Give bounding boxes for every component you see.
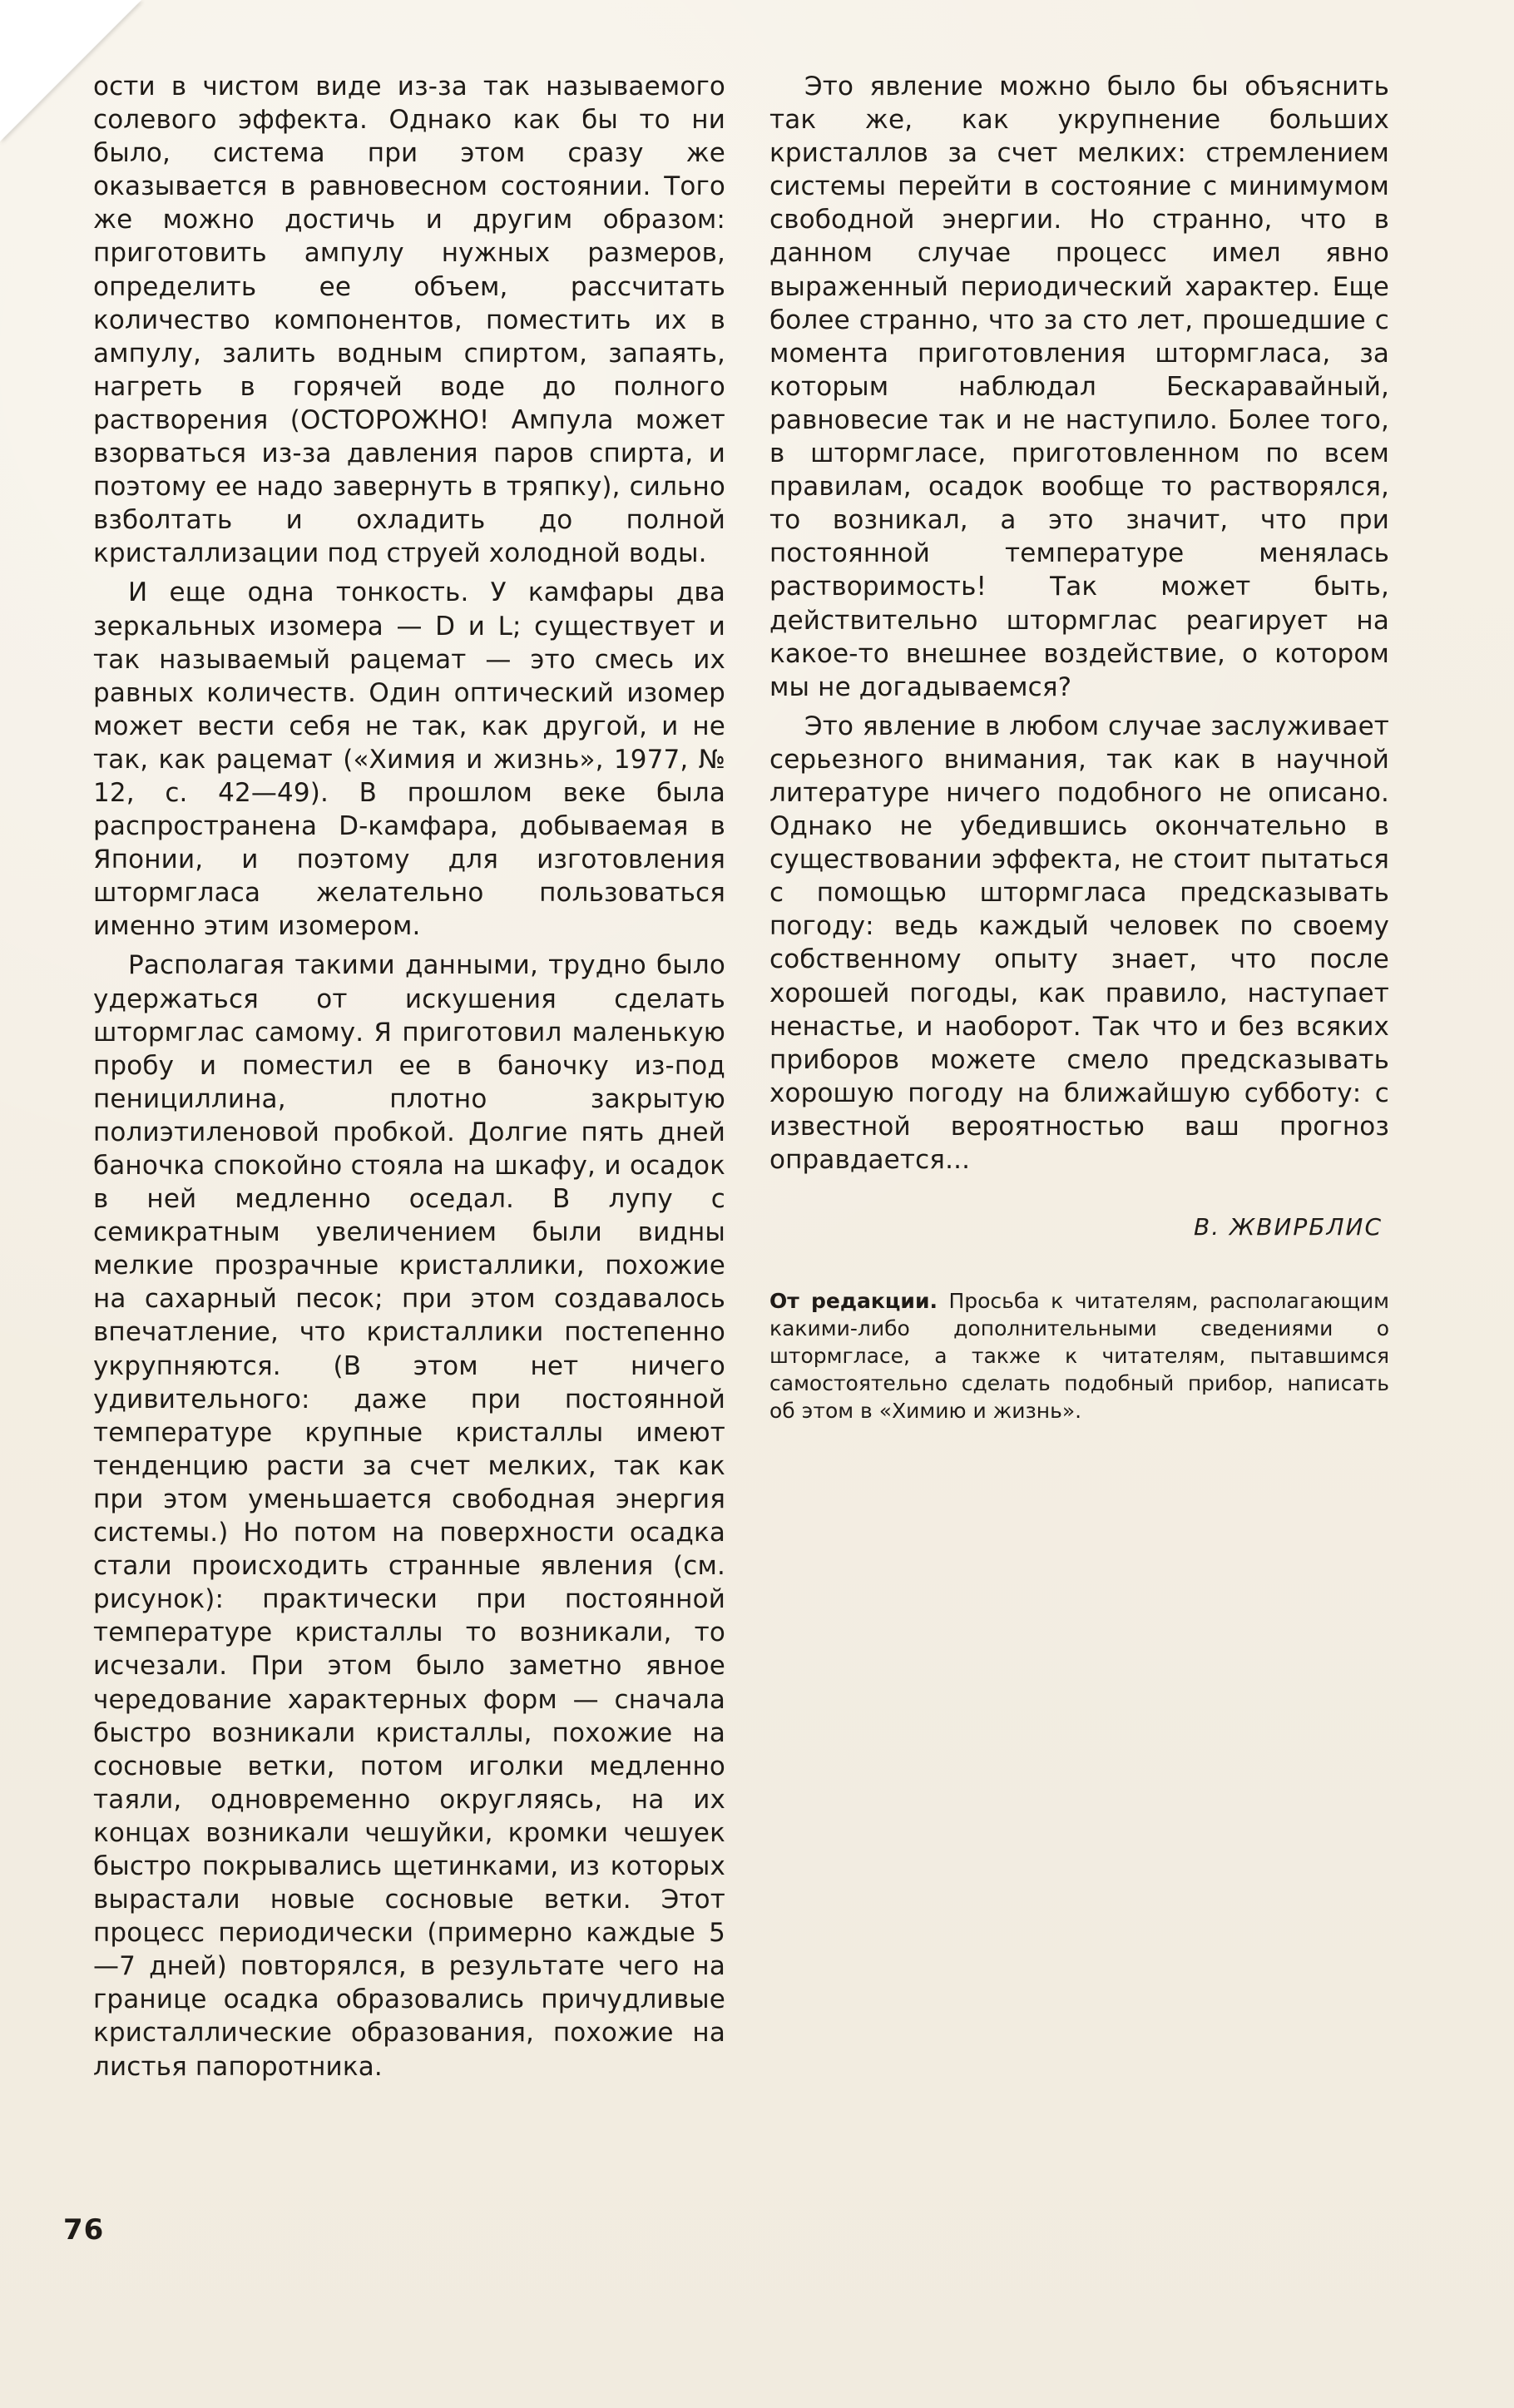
right-article-text [769, 70, 1389, 1177]
editorial-text: Просьба к читателям, располагающим какими-либо дополнительными сведениями о штормгласе, а также к читателям, пытавшимся самостоятельно сделать подобный прибор, написать об этом в «Химию и жизнь». [769, 1289, 1389, 1424]
right-paragraph-1: Это явление можно было бы объяснить так же, как укрупнение больших кристаллов за счет мелких: стремлением системы перейти в состояние с минимумом свободной энергии. Но странно, что в данном случае процесс имел явно выраженный периодический характер. Еще более странно, что за сто лет, прошедшие с момента приготовления штормгласа, за которым наблюдал Бескаравайный, равновесие так и не наступило. Более того, в штормгласе, приготовленном по всем правилам, осадок вообще то растворялся, то возникал, а это значит, что при постоянной температуре менялась растворимость! Так может быть, действительно штормглас реагирует на какое-то внешнее воздействие, о котором мы не догадываемся? [769, 72, 1389, 702]
left-paragraph-3: Располагая такими данными, трудно было удержаться от искушения сделать штормглас самому. Я приготовил маленькую пробу и поместил ее в баночку из-под пенициллина, плотно закрытую полиэтиленовой пробкой. Долгие пять дней баночка спокойно стояла на шкафу, и осадок в ней медленно оседал. В лупу с семикратным увеличением были видны мелкие прозрачные кристаллики, похожие на сахарный песок; при этом создавалось впечатление, что кристаллики постепенно укрупняются. (В этом нет ничего удивительного: даже при постоянной температуре крупные кристаллы имеют тенденцию расти за счет мелких, так как при этом уменьшается свободная энергия системы.) Но потом на поверхности осадка стали происходить странные явления (см. рисунок): практически при постоянной температуре кристаллы то возникали, то исчезали. При этом было заметно явное чередование характерных форм — сначала быстро возникали кристаллы, похожие на сосновые ветки, потом иголки медленно таяли, одновременно округляясь, на их концах возникали чешуйки, кромки чешуек быстро покрывались щетинками, из которых вырастали новые сосновые ветки. Этот процесс периодически (примерно каждые 5—7 дней) повторялся, в результате чего на границе осадка образовались причудливые кристаллические образования, похожие на листья папоротника. [93, 950, 725, 2082]
right-paragraph-2: Это явление в любом случае заслуживает серьезного внимания, так как в научной литературе ничего подобного не описано. Однако не убедившись окончательно в существовании эффекта, не стоит пытаться с помощью штормгласа предсказывать погоду: ведь каждый человек по своему собственному опыту знает, что после хорошей погоды, как правило, наступает ненастье, и наоборот. Так что и без всяких приборов можете смело предсказывать хорошую погоду на ближайшую субботу: с известной вероятностью ваш прогноз оправдается... [769, 711, 1389, 1175]
editorial-note [769, 1287, 1389, 1424]
author-signature: В. ЖВИРБЛИС [1194, 1213, 1383, 1241]
left-paragraph-2: И еще одна тонкость. У камфары два зеркальных изомера — D и L; существует и так называемый рацемат — это смесь их равных количеств. Один оптический изомер может вести себя не так, как другой, и не так, как рацемат («Химия и жизнь», 1977, № 12, с. 42—49). В прошлом веке была распространена D-камфара, добываемая в Японии, и поэтому для изготовления штормгласа желательно пользоваться именно этим изомером. [93, 577, 725, 942]
left-column [93, 70, 725, 2089]
left-article-text [93, 70, 725, 2083]
page-number: 76 [63, 2213, 105, 2247]
editorial-label: От редакции. [769, 1289, 938, 1314]
right-column [769, 70, 1389, 1424]
left-paragraph-1: ости в чистом виде из-за так называемого солевого эффекта. Однако как бы то ни было, система при этом сразу же оказывается в равновесном состоянии. Того же можно достичь и другим образом: приготовить ампулу нужных размеров, определить ее объем, рассчитать количество компонентов, поместить их в ампулу, залить водным спиртом, запаять, нагреть в горячей воде до полного растворения (ОСТОРОЖНО! Ампула может взорваться из-за давления паров спирта, и поэтому ее надо завернуть в тряпку), сильно взболтать и охладить до полной кристаллизации под струей холодной воды. [93, 72, 725, 569]
